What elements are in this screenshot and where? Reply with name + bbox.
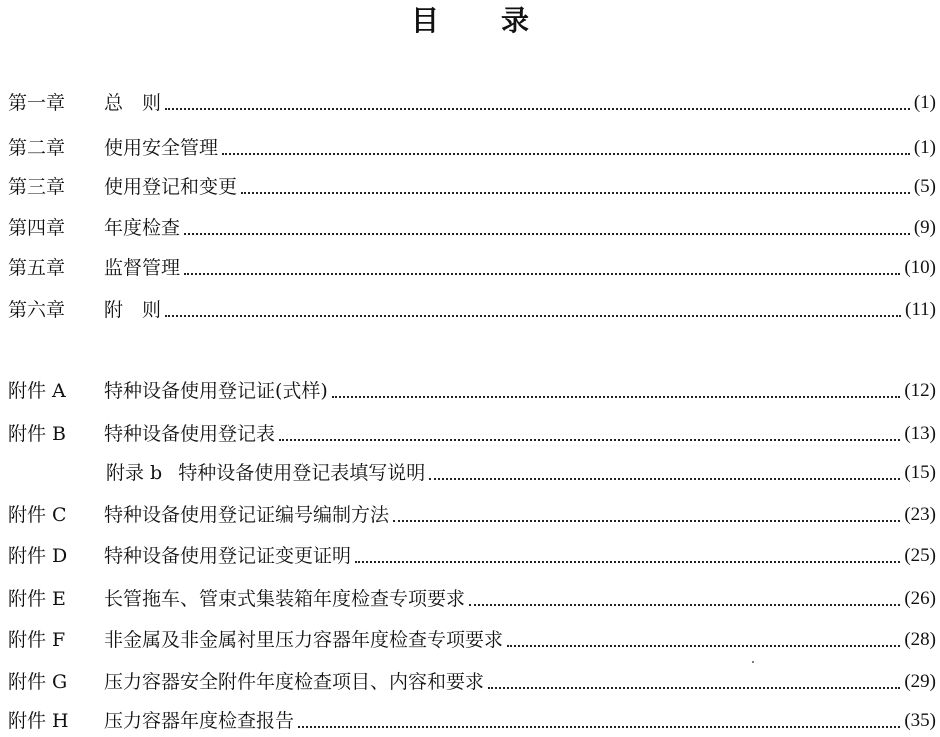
dot-leader (184, 232, 910, 235)
toc-entry-label: 特种设备使用登记证(式样) (104, 380, 328, 402)
toc-entry-appendix-a[interactable] (8, 376, 936, 404)
toc-entry-label: 长管拖车、管束式集装箱年度检查专项要求 (104, 588, 466, 610)
toc-entry-page: (11) (905, 299, 936, 320)
dot-leader (469, 603, 900, 606)
toc-entry-appendix-c[interactable] (8, 500, 936, 528)
toc-entry-number: 第三章 (8, 176, 66, 198)
toc-entry-chapter-5[interactable] (8, 253, 936, 281)
toc-entry-label: 非金属及非金属衬里压力容器年度检查专项要求 (104, 629, 504, 651)
dot-leader (429, 477, 900, 480)
toc-entry-label: 使用登记和变更 (104, 176, 238, 198)
toc-entry-page: (10) (904, 257, 936, 278)
dot-leader (393, 519, 900, 522)
toc-entry-number: 附件 E (8, 588, 66, 610)
toc-entry-number: 第二章 (8, 137, 66, 159)
toc-entry-page: (25) (904, 545, 936, 566)
title-char-1: 目 (410, 4, 439, 37)
toc-entry-page: (29) (904, 671, 936, 692)
toc-entry-appendix-h[interactable] (8, 706, 936, 734)
toc-entry-number: 第五章 (8, 257, 66, 279)
toc-entry-page: (26) (904, 588, 936, 609)
dot-leader (165, 314, 901, 317)
toc-entry-label: 特种设备使用登记证变更证明 (104, 545, 352, 567)
toc-entry-label: 使用安全管理 (104, 137, 219, 159)
toc-entry-label: 年度检查 (104, 217, 181, 239)
toc-entry-page: (23) (904, 504, 936, 525)
toc-entry-label: 监督管理 (104, 257, 181, 279)
dot-leader (332, 395, 901, 398)
toc-entry-appendix-b[interactable] (8, 419, 936, 447)
toc-entry-label: 压力容器年度检查报告 (104, 710, 295, 732)
toc-entry-chapter-6[interactable] (8, 295, 936, 323)
toc-entry-appendix-d[interactable] (8, 541, 936, 569)
toc-entry-page: (13) (904, 423, 936, 444)
dot-leader (355, 560, 900, 563)
dot-leader (298, 725, 900, 728)
toc-entry-label: 压力容器安全附件年度检查项目、内容和要求 (104, 671, 485, 693)
toc-entry-label: 总 则 (104, 92, 162, 114)
dot-leader (279, 438, 900, 441)
toc-entry-page: (35) (904, 710, 936, 731)
dot-leader (488, 686, 900, 689)
toc-entry-appendix-e[interactable] (8, 584, 936, 612)
toc-entry-number: 第六章 (8, 299, 66, 321)
toc-entry-page: (5) (913, 176, 936, 197)
toc-entry-chapter-4[interactable] (8, 213, 936, 241)
toc-entry-appendix-g[interactable] (8, 667, 936, 695)
toc-entry-number: 第一章 (8, 92, 66, 114)
toc-entry-label: 附 则 (104, 299, 162, 321)
dot-leader (222, 152, 910, 155)
toc-entry-page: (28) (904, 629, 936, 650)
toc-entry-page: (12) (904, 380, 936, 401)
toc-entry-page: (15) (904, 462, 936, 483)
toc-entry-number: 附件 F (8, 629, 66, 651)
toc-entry-chapter-2[interactable] (8, 133, 936, 161)
toc-entry-appendix-f[interactable] (8, 625, 936, 653)
toc-entry-number: 附件 B (8, 423, 67, 445)
title-char-2: 录 (501, 4, 530, 37)
toc-entry-number: 附件 H (8, 710, 69, 732)
toc-entry-page: (1) (913, 92, 936, 113)
toc-entry-number: 附录 b (106, 462, 163, 484)
scan-speck (752, 661, 754, 663)
toc-entry-page: (9) (913, 217, 936, 238)
toc-entry-chapter-1[interactable] (8, 88, 936, 116)
toc-entry-label: 特种设备使用登记表填写说明 (178, 462, 426, 484)
toc-entry-number: 附件 A (8, 380, 66, 402)
toc-entry-chapter-3[interactable] (8, 172, 936, 200)
toc-entry-number: 附件 C (8, 504, 67, 526)
dot-leader (241, 191, 910, 194)
toc-entry-number: 附件 G (8, 671, 68, 693)
page-title (0, 4, 940, 38)
toc-entry-number: 第四章 (8, 217, 66, 239)
toc-entry-page: (1) (913, 137, 936, 158)
toc-entry-appendix-b-sub[interactable] (8, 458, 936, 486)
dot-leader (165, 107, 910, 110)
toc-entry-label: 特种设备使用登记证编号编制方法 (104, 504, 390, 526)
toc-entry-number: 附件 D (8, 545, 68, 567)
toc-entry-label: 特种设备使用登记表 (104, 423, 276, 445)
dot-leader (507, 644, 900, 647)
dot-leader (184, 272, 900, 275)
